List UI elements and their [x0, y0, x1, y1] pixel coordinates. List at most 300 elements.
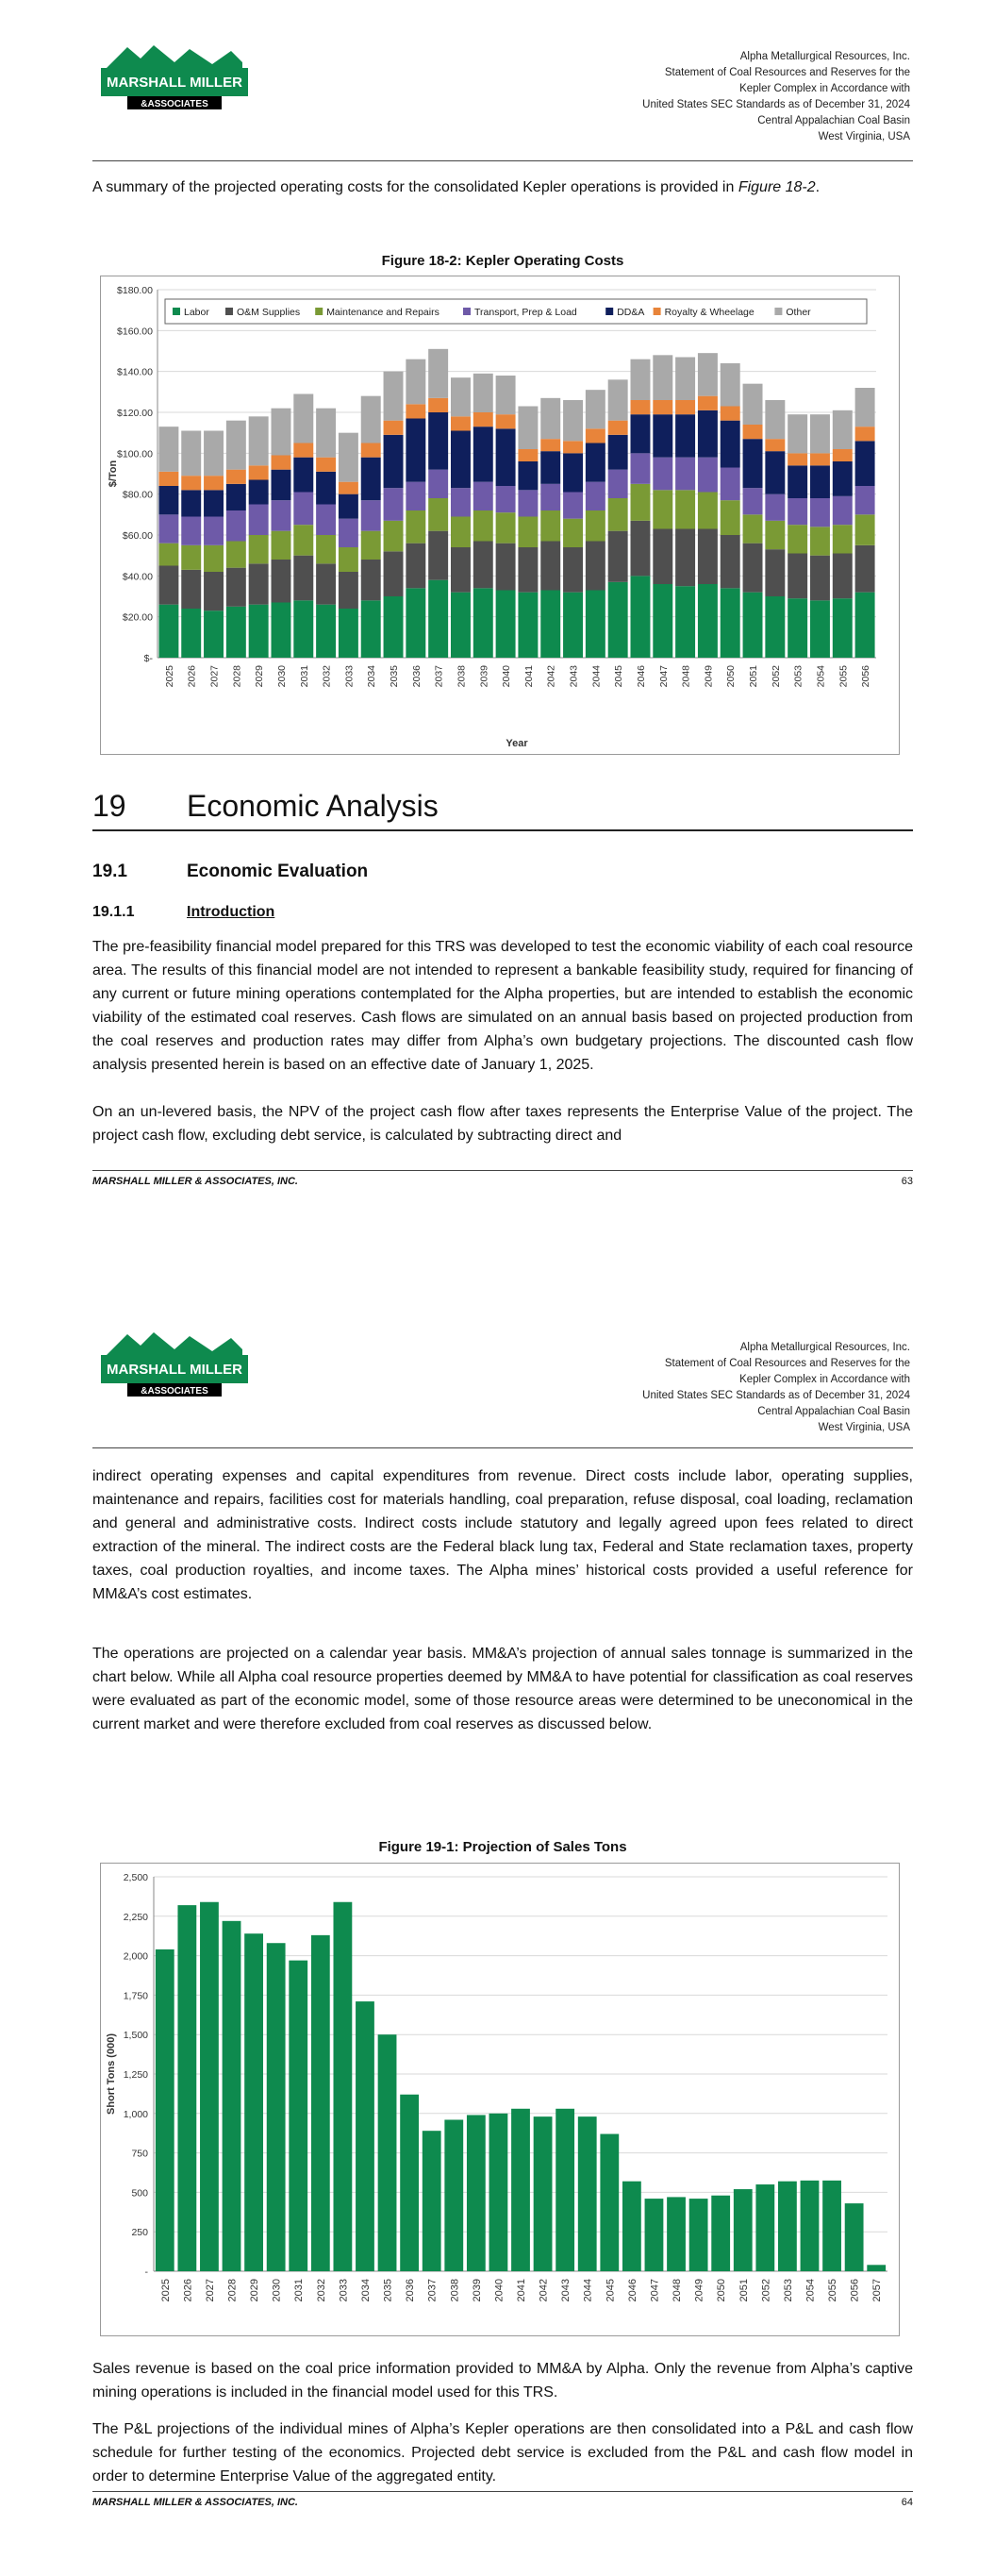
- bar-segment: [540, 542, 560, 591]
- bar-segment: [451, 377, 471, 416]
- bar-segment: [406, 588, 425, 658]
- legend-swatch: [173, 308, 180, 315]
- bar-segment: [158, 605, 178, 658]
- bar-segment: [406, 419, 425, 482]
- bar-segment: [271, 409, 290, 456]
- bar-segment: [293, 493, 313, 526]
- bar-segment: [855, 388, 875, 427]
- bar: [267, 1943, 286, 2271]
- bar-segment: [496, 591, 516, 659]
- x-tick-label: 2047: [657, 665, 670, 688]
- bar-segment: [473, 482, 493, 510]
- header-line: West Virginia, USA: [818, 1422, 910, 1433]
- bar-segment: [855, 486, 875, 514]
- bar-segment: [339, 433, 358, 482]
- x-tick-label: 2056: [860, 665, 872, 688]
- bar-segment: [226, 470, 246, 484]
- bar-segment: [653, 458, 672, 491]
- y-tick-label: $100.00: [117, 448, 153, 460]
- bar-segment: [428, 531, 448, 580]
- x-tick-label: 2030: [271, 2279, 283, 2302]
- logo-top-text: MARSHALL MILLER: [107, 75, 242, 91]
- x-tick-label: 2042: [538, 2279, 550, 2302]
- bar-segment: [316, 535, 336, 563]
- bar-segment: [384, 488, 404, 521]
- bar-segment: [833, 554, 853, 599]
- bar-segment: [810, 527, 830, 555]
- bar-segment: [586, 510, 605, 542]
- bar-segment: [384, 521, 404, 552]
- x-tick-label: 2029: [249, 2279, 261, 2302]
- x-tick-label: 2041: [516, 2279, 527, 2302]
- bar-segment: [451, 547, 471, 593]
- bar-segment: [608, 531, 628, 582]
- bar-segment: [384, 421, 404, 435]
- bar-segment: [855, 545, 875, 593]
- bar-segment: [181, 431, 201, 477]
- y-tick-label: $140.00: [117, 366, 153, 378]
- bar-segment: [384, 596, 404, 658]
- bar-segment: [496, 544, 516, 591]
- page-footer: [92, 1176, 913, 1187]
- bar-segment: [226, 607, 246, 658]
- bar-segment: [630, 414, 650, 453]
- bar-segment: [608, 435, 628, 470]
- x-tick-label: 2030: [275, 665, 288, 688]
- x-tick-label: 2056: [849, 2279, 861, 2302]
- bar-segment: [339, 572, 358, 609]
- legend-label: Maintenance and Repairs: [326, 307, 439, 318]
- header-line: Kepler Complex in Accordance with: [739, 1374, 910, 1385]
- y-tick-label: 1,750: [123, 1990, 148, 2002]
- bar: [489, 2114, 508, 2271]
- y-tick-label: 1,000: [123, 2108, 148, 2120]
- bar-segment: [653, 490, 672, 528]
- bar-segment: [361, 531, 381, 560]
- bar-segment: [496, 486, 516, 512]
- bar-segment: [743, 384, 763, 425]
- bar-segment: [833, 449, 853, 461]
- bar-segment: [181, 609, 201, 658]
- x-tick-label: 2028: [226, 2279, 239, 2302]
- legend-label: DD&A: [617, 307, 645, 318]
- x-axis-label: Year: [506, 738, 528, 749]
- bar-segment: [406, 360, 425, 405]
- legend-swatch: [605, 308, 613, 315]
- bar: [511, 2109, 530, 2271]
- bar-segment: [833, 461, 853, 496]
- bar-segment: [518, 593, 538, 658]
- bar: [778, 2182, 797, 2271]
- bar-segment: [181, 476, 201, 490]
- bar: [156, 1949, 174, 2271]
- x-tick-label: 2055: [827, 2279, 839, 2302]
- y-axis-label: Short Tons (000): [106, 2033, 117, 2115]
- x-tick-label: 2038: [456, 665, 468, 688]
- bar-segment: [855, 593, 875, 658]
- bar-segment: [788, 525, 807, 553]
- bar-segment: [249, 505, 269, 536]
- bar: [467, 2115, 486, 2271]
- y-tick-label: $180.00: [117, 285, 153, 296]
- bar-segment: [226, 484, 246, 510]
- bar-segment: [788, 598, 807, 658]
- logo-bottom-text: &ASSOCIATES: [141, 1386, 208, 1397]
- bar-segment: [540, 439, 560, 451]
- bar-segment: [833, 410, 853, 449]
- bar-segment: [675, 414, 695, 458]
- bar-segment: [271, 531, 290, 560]
- header-rule: [92, 1447, 913, 1448]
- bar-segment: [361, 560, 381, 600]
- bar-segment: [833, 496, 853, 525]
- bar-segment: [721, 363, 740, 407]
- bar-segment: [540, 484, 560, 510]
- bar-segment: [451, 488, 471, 516]
- bar-segment: [788, 453, 807, 465]
- bar: [378, 2034, 397, 2271]
- bar-segment: [249, 480, 269, 505]
- x-tick-label: 2051: [748, 665, 760, 688]
- bar-segment: [339, 609, 358, 658]
- bar: [423, 2131, 441, 2271]
- revenue-paragraph: Sales revenue is based on the coal price information provided to MM&A by Alpha. Only the revenue from Alpha’s captive mining operations is included in the financial model used for this TRS.: [92, 2361, 913, 2400]
- bar-segment: [204, 517, 224, 545]
- bar-segment: [249, 465, 269, 479]
- bar: [356, 2001, 374, 2271]
- bar-segment: [675, 358, 695, 401]
- bar-segment: [226, 421, 246, 470]
- operating-costs-chart-svg: [101, 276, 899, 754]
- x-tick-label: 2027: [208, 665, 221, 688]
- bar-segment: [586, 390, 605, 428]
- bar-segment: [518, 547, 538, 593]
- bar-segment: [788, 465, 807, 498]
- bar-segment: [204, 572, 224, 611]
- bar-segment: [204, 545, 224, 572]
- bar-segment: [765, 451, 785, 494]
- bar-segment: [271, 456, 290, 470]
- bar-segment: [788, 554, 807, 599]
- bar-segment: [608, 421, 628, 435]
- bar-segment: [743, 514, 763, 543]
- y-tick-label: $-: [143, 653, 153, 664]
- bar-segment: [473, 510, 493, 542]
- bar-segment: [675, 529, 695, 587]
- bar-segment: [226, 542, 246, 568]
- bar-segment: [339, 494, 358, 519]
- bar-segment: [473, 427, 493, 482]
- x-tick-label: 2038: [449, 2279, 461, 2302]
- bar-segment: [698, 529, 718, 585]
- bar-segment: [226, 568, 246, 607]
- bar-segment: [653, 584, 672, 658]
- bar-segment: [563, 593, 583, 658]
- bar-segment: [428, 398, 448, 412]
- sales-tons-chart-svg: [101, 1864, 899, 2335]
- bar-segment: [721, 588, 740, 658]
- bar-segment: [563, 400, 583, 441]
- company-logo: [99, 42, 250, 113]
- bar-segment: [496, 414, 516, 428]
- bar-segment: [833, 525, 853, 553]
- logo-top-text: MARSHALL MILLER: [107, 1362, 242, 1378]
- bar-segment: [630, 484, 650, 521]
- bar: [867, 2265, 886, 2271]
- bar: [734, 2189, 753, 2271]
- x-tick-label: 2034: [359, 2279, 372, 2302]
- bar-segment: [204, 490, 224, 516]
- bar-segment: [293, 394, 313, 443]
- x-tick-label: 2028: [231, 665, 243, 688]
- bar-segment: [271, 470, 290, 501]
- bar-segment: [765, 400, 785, 439]
- x-tick-label: 2031: [298, 665, 310, 688]
- bar-segment: [384, 551, 404, 596]
- footer-company: MARSHALL MILLER & ASSOCIATES, INC.: [92, 2497, 298, 2508]
- bar-segment: [406, 482, 425, 510]
- bar-segment: [721, 407, 740, 421]
- bar-segment: [788, 498, 807, 525]
- x-tick-label: 2043: [560, 2279, 572, 2302]
- bar-segment: [721, 421, 740, 468]
- x-tick-label: 2045: [605, 2279, 617, 2302]
- bar-segment: [473, 412, 493, 427]
- bar-segment: [271, 603, 290, 659]
- x-tick-label: 2032: [315, 2279, 327, 2302]
- sales-tons-chart: [100, 1863, 900, 2336]
- bar-segment: [226, 510, 246, 542]
- y-tick-label: $120.00: [117, 408, 153, 419]
- bar-segment: [339, 482, 358, 494]
- bar: [333, 1902, 352, 2271]
- bar-segment: [586, 591, 605, 659]
- bar-segment: [540, 510, 560, 542]
- bar-segment: [204, 476, 224, 490]
- y-tick-label: $80.00: [122, 489, 153, 501]
- y-tick-label: $60.00: [122, 530, 153, 542]
- x-tick-label: 2057: [871, 2279, 884, 2302]
- legend-label: Labor: [184, 307, 209, 318]
- bar-segment: [765, 596, 785, 658]
- bar-segment: [810, 498, 830, 527]
- bar-segment: [181, 490, 201, 516]
- bar-segment: [630, 360, 650, 400]
- x-tick-label: 2048: [672, 2279, 684, 2302]
- bar: [534, 2116, 553, 2271]
- bar-segment: [630, 453, 650, 484]
- bar-segment: [833, 598, 853, 658]
- x-tick-label: 2033: [343, 665, 356, 688]
- bar-segment: [630, 576, 650, 658]
- bar-segment: [158, 486, 178, 514]
- bar-segment: [428, 349, 448, 398]
- x-tick-label: 2032: [321, 665, 333, 688]
- bar-segment: [653, 529, 672, 585]
- header-line: Central Appalachian Coal Basin: [757, 115, 910, 126]
- x-tick-label: 2040: [501, 665, 513, 688]
- bar-segment: [675, 490, 695, 528]
- legend-swatch: [774, 308, 782, 315]
- bar-segment: [653, 355, 672, 400]
- bar-segment: [698, 584, 718, 658]
- bar-segment: [428, 580, 448, 658]
- bar-segment: [698, 396, 718, 410]
- pl-paragraph: The P&L projections of the individual mines of Alpha’s Kepler operations are then consolidated into a P&L and cash flow schedule for further testing of the economics. Projected debt service is excluded from the P&L and cash flow model in order to determine Enterprise Value of the aggregated entity.: [92, 2421, 913, 2484]
- bar-segment: [158, 427, 178, 472]
- y-tick-label: $160.00: [117, 326, 153, 338]
- bar: [845, 2203, 864, 2271]
- x-tick-label: 2039: [471, 2279, 483, 2302]
- bar-segment: [339, 519, 358, 547]
- bar-segment: [406, 404, 425, 418]
- bar-segment: [518, 517, 538, 548]
- page-footer: [92, 2497, 913, 2508]
- bar-segment: [158, 566, 178, 605]
- footer-rule: [92, 1170, 913, 1171]
- bar-segment: [518, 490, 538, 516]
- x-tick-label: 2046: [626, 2279, 638, 2302]
- x-tick-label: 2026: [186, 665, 198, 688]
- bar: [400, 2095, 419, 2271]
- figure-reference: Figure 18-2: [738, 179, 816, 195]
- bar-segment: [675, 458, 695, 491]
- header-line: Statement of Coal Resources and Reserves for the: [664, 67, 910, 78]
- x-tick-label: 2046: [635, 665, 647, 688]
- bar-segment: [563, 519, 583, 547]
- x-tick-label: 2045: [613, 665, 625, 688]
- bar-segment: [765, 439, 785, 451]
- bar-segment: [810, 465, 830, 498]
- x-tick-label: 2029: [254, 665, 266, 688]
- bar-segment: [384, 435, 404, 488]
- legend-label: O&M Supplies: [237, 307, 301, 318]
- figure-caption: Figure 18-2: Kepler Operating Costs: [381, 253, 624, 269]
- bar-segment: [630, 400, 650, 414]
- bar: [578, 2116, 597, 2271]
- bar-segment: [249, 535, 269, 563]
- operating-costs-chart: [100, 276, 900, 755]
- x-tick-label: 2049: [693, 2279, 705, 2302]
- bar-segment: [361, 458, 381, 501]
- legend-swatch: [463, 308, 471, 315]
- bar-segment: [765, 494, 785, 521]
- bar-segment: [293, 525, 313, 556]
- header-line: United States SEC Standards as of December 31, 2024: [642, 1390, 910, 1401]
- x-tick-label: 2054: [815, 665, 827, 688]
- document-header: [514, 49, 910, 145]
- bar-segment: [249, 605, 269, 658]
- bar-segment: [293, 600, 313, 658]
- x-tick-label: 2036: [405, 2279, 417, 2302]
- x-tick-label: 2054: [804, 2279, 817, 2302]
- x-tick-label: 2053: [792, 665, 804, 688]
- bar: [667, 2197, 686, 2271]
- bar: [689, 2199, 708, 2271]
- bar-segment: [743, 425, 763, 439]
- bar-segment: [406, 510, 425, 544]
- x-tick-label: 2033: [338, 2279, 350, 2302]
- bar-segment: [721, 500, 740, 535]
- x-tick-label: 2041: [522, 665, 535, 688]
- bar-segment: [181, 517, 201, 545]
- bar: [177, 1905, 196, 2271]
- bar: [200, 1902, 219, 2271]
- npv-paragraph: On an un-levered basis, the NPV of the project cash flow after taxes represents the Enterprise Value of the project. The project cash flow, excluding debt service, is calculated by subtracting direct and: [92, 1104, 913, 1144]
- bar-segment: [586, 482, 605, 510]
- bar-segment: [181, 545, 201, 570]
- bar-segment: [675, 400, 695, 414]
- bar-segment: [608, 582, 628, 658]
- y-axis-label: $/Ton: [108, 460, 119, 488]
- bar-segment: [721, 468, 740, 501]
- bar-segment: [316, 458, 336, 472]
- logo-bottom-text: &ASSOCIATES: [141, 99, 208, 109]
- header-line: United States SEC Standards as of December 31, 2024: [642, 99, 910, 110]
- footer-rule: [92, 2491, 913, 2492]
- page-number: 63: [901, 1176, 913, 1187]
- bar: [444, 2119, 463, 2271]
- bar-segment: [496, 376, 516, 414]
- page-number: 64: [901, 2497, 913, 2508]
- section-heading: 19 Economic Analysis: [92, 789, 913, 831]
- x-tick-label: 2034: [366, 665, 378, 688]
- x-tick-label: 2026: [182, 2279, 194, 2302]
- figure-caption: Figure 19-1: Projection of Sales Tons: [378, 1839, 627, 1855]
- bar-segment: [743, 439, 763, 488]
- sales-tonnage-paragraph: The operations are projected on a calendar year basis. MM&A’s projection of annual sales tonnage is summarized in the chart below. While all Alpha coal resource properties deemed by MM&A to have potential for classification as coal reserves were evaluated as part of the economic model, some of those resource areas were determined to be uneconomical in the current market and were therefore excluded from coal reserves as discussed below.: [92, 1646, 913, 1732]
- bar: [311, 1935, 330, 2271]
- bar-segment: [271, 500, 290, 531]
- header-rule: [92, 160, 913, 161]
- bar-segment: [653, 400, 672, 414]
- bar-segment: [428, 470, 448, 498]
- bar-segment: [316, 472, 336, 505]
- bar-segment: [743, 544, 763, 593]
- bar: [600, 2134, 619, 2271]
- x-tick-label: 2055: [837, 665, 850, 688]
- x-tick-label: 2031: [293, 2279, 306, 2302]
- bar-segment: [855, 427, 875, 441]
- bar-segment: [249, 416, 269, 465]
- bar-segment: [406, 544, 425, 589]
- x-tick-label: 2039: [478, 665, 490, 688]
- document-header: [514, 1340, 910, 1436]
- y-tick-label: $40.00: [122, 571, 153, 583]
- bar-segment: [586, 542, 605, 591]
- bar: [645, 2199, 664, 2271]
- intro-body-paragraph: The pre-feasibility financial model prepared for this TRS was developed to test the economic viability of each coal resource area. The results of this financial model are not intended to represent a bankable feasibility study, required for financing of any current or future mining operations contemplated for the Alpha properties, but are intended to establish the economic viability of the estimated coal reserves. Cash flows are simulated on an annual basis based on projected production from the coal reserves and production rates may differ from Alpha’s own budgetary projections. The discounted cash flow analysis presented herein is based on an effective date of January 1, 2025.: [92, 939, 913, 1073]
- bar-segment: [158, 544, 178, 566]
- bar-segment: [339, 547, 358, 572]
- bar-segment: [428, 498, 448, 531]
- bar-segment: [473, 542, 493, 589]
- bar-segment: [316, 505, 336, 536]
- bar-segment: [765, 549, 785, 596]
- x-tick-label: 2042: [545, 665, 557, 688]
- bar-segment: [384, 372, 404, 421]
- bar-segment: [518, 449, 538, 461]
- bar-segment: [271, 560, 290, 603]
- bar-segment: [204, 431, 224, 477]
- bar-segment: [765, 521, 785, 549]
- bar-segment: [181, 570, 201, 609]
- company-logo: [99, 1329, 250, 1400]
- subsubsection-heading: 19.1.1 Introduction: [92, 904, 275, 920]
- bar-segment: [698, 353, 718, 396]
- x-tick-label: 2025: [159, 2279, 172, 2302]
- bar-segment: [518, 407, 538, 450]
